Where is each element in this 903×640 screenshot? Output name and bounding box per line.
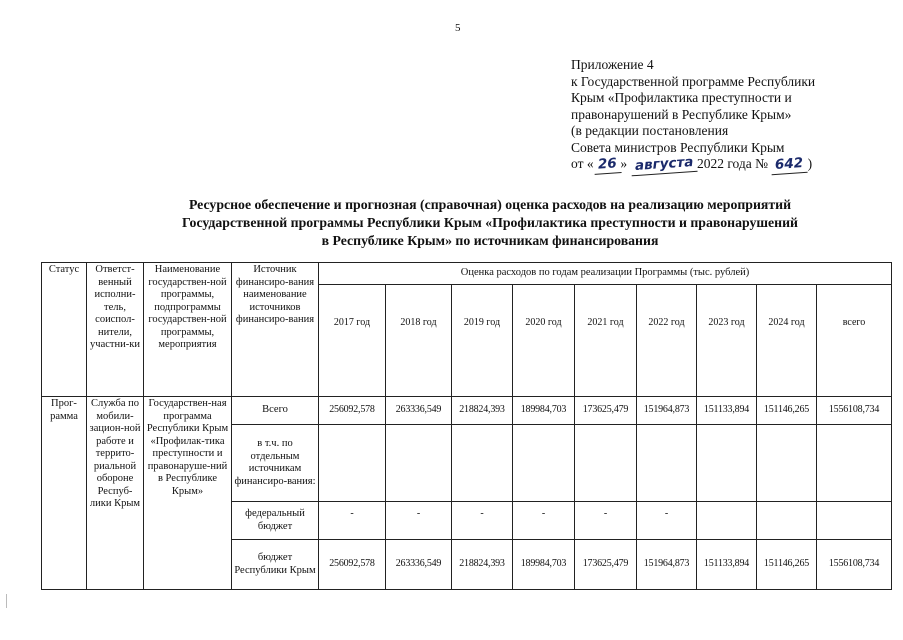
program-status: Прог-рамма bbox=[42, 397, 87, 590]
header-year: 2021 год bbox=[575, 285, 637, 397]
handwritten-number: 642 bbox=[771, 155, 808, 175]
table-cell: - bbox=[319, 502, 386, 540]
row-source: в т.ч. по отдельным источникам финансиро-вания: bbox=[232, 425, 319, 502]
table-cell: 151146,265 bbox=[757, 397, 817, 425]
page-number: 5 bbox=[455, 22, 461, 34]
date-prefix: от « bbox=[571, 156, 594, 171]
table-cell: - bbox=[386, 502, 452, 540]
table-cell: - bbox=[513, 502, 575, 540]
appendix-line: к Государственной программе Республики bbox=[571, 73, 816, 89]
table-cell: 151964,873 bbox=[637, 397, 697, 425]
table-cell: 218824,393 bbox=[452, 540, 513, 590]
table-cell: 218824,393 bbox=[452, 397, 513, 425]
table-cell: 263336,549 bbox=[386, 397, 452, 425]
table-cell: 173625,479 bbox=[575, 397, 637, 425]
date-mid: » bbox=[620, 156, 628, 171]
table-cell: 1556108,734 bbox=[817, 397, 892, 425]
table-cell bbox=[757, 502, 817, 540]
table-cell: 256092,578 bbox=[319, 397, 386, 425]
table-cell: 151133,894 bbox=[697, 540, 757, 590]
header-year: 2018 год bbox=[386, 285, 452, 397]
table-cell: - bbox=[637, 502, 697, 540]
table-cell: 173625,479 bbox=[575, 540, 637, 590]
title-line: в Республике Крым» по источникам финансирования bbox=[321, 233, 659, 248]
table-cell: - bbox=[575, 502, 637, 540]
program-name: Государствен-ная программа Республики Крым «Профилак-тика преступности и правонаруше-ний в Республике Крым» bbox=[144, 397, 232, 590]
program-executor: Служба по мобили-зацион-ной работе и террито-риальной обороне Респуб-лики Крым bbox=[87, 397, 144, 590]
date-year-text: 2022 года № bbox=[696, 156, 769, 171]
table-cell: 1556108,734 bbox=[817, 540, 892, 590]
row-source: федеральный бюджет bbox=[232, 502, 319, 540]
header-source: Источник финансиро-вания наименование источников финансиро-вания bbox=[232, 263, 319, 397]
row-source: бюджет Республики Крым bbox=[232, 540, 319, 590]
header-year: 2020 год bbox=[513, 285, 575, 397]
table-cell: 151146,265 bbox=[757, 540, 817, 590]
table-cell bbox=[452, 425, 513, 502]
table-cell bbox=[817, 502, 892, 540]
header-year: 2024 год bbox=[757, 285, 817, 397]
handwritten-month: августа bbox=[630, 154, 698, 176]
appendix-line: Совета министров Республики Крым bbox=[571, 139, 785, 155]
table-cell: - bbox=[452, 502, 513, 540]
appendix-line: Крым «Профилактика преступности и bbox=[571, 90, 792, 105]
header-year: 2019 год bbox=[452, 285, 513, 397]
appendix-line: (в редакции постановления bbox=[571, 123, 729, 138]
document-title bbox=[130, 196, 850, 250]
appendix-date-line bbox=[571, 153, 891, 175]
table-cell bbox=[757, 425, 817, 502]
handwritten-day: 26 bbox=[593, 155, 621, 174]
table-cell bbox=[637, 425, 697, 502]
header-status: Статус bbox=[42, 263, 87, 397]
header-name: Наименование государствен-ной программы, подпрограммы государствен-ной программы, мероприятия bbox=[144, 263, 232, 397]
header-total: всего bbox=[817, 285, 892, 397]
table-cell bbox=[386, 425, 452, 502]
appendix-line: правонарушений в Республике Крым» bbox=[571, 106, 792, 122]
table-row bbox=[42, 397, 892, 425]
table-cell: 263336,549 bbox=[386, 540, 452, 590]
table-cell: 151964,873 bbox=[637, 540, 697, 590]
budget-table bbox=[41, 262, 892, 590]
table-cell bbox=[697, 425, 757, 502]
header-year: 2017 год bbox=[319, 285, 386, 397]
table-cell: 189984,703 bbox=[513, 540, 575, 590]
table-cell bbox=[575, 425, 637, 502]
row-source: Всего bbox=[232, 397, 319, 425]
table-cell bbox=[319, 425, 386, 502]
date-suffix: ) bbox=[807, 156, 813, 171]
title-line: Государственной программы Республики Крым «Профилактика преступности и правонарушений bbox=[181, 215, 798, 230]
title-line: Ресурсное обеспечение и прогнозная (справочная) оценка расходов на реализацию мероприятий bbox=[188, 197, 792, 212]
header-year: 2023 год bbox=[697, 285, 757, 397]
table-cell bbox=[513, 425, 575, 502]
table-cell: 256092,578 bbox=[319, 540, 386, 590]
header-year: 2022 год bbox=[637, 285, 697, 397]
table-cell bbox=[697, 502, 757, 540]
appendix-line: Приложение 4 bbox=[571, 57, 654, 72]
scan-margin-mark bbox=[6, 594, 7, 608]
header-executor: Ответст- венный исполни-тель, соиспол-нители, участни-ки bbox=[87, 263, 144, 397]
table-cell: 189984,703 bbox=[513, 397, 575, 425]
table-cell bbox=[817, 425, 892, 502]
appendix-block bbox=[571, 57, 891, 174]
header-estimate: Оценка расходов по годам реализации Программы (тыс. рублей) bbox=[319, 263, 892, 285]
table-cell: 151133,894 bbox=[697, 397, 757, 425]
